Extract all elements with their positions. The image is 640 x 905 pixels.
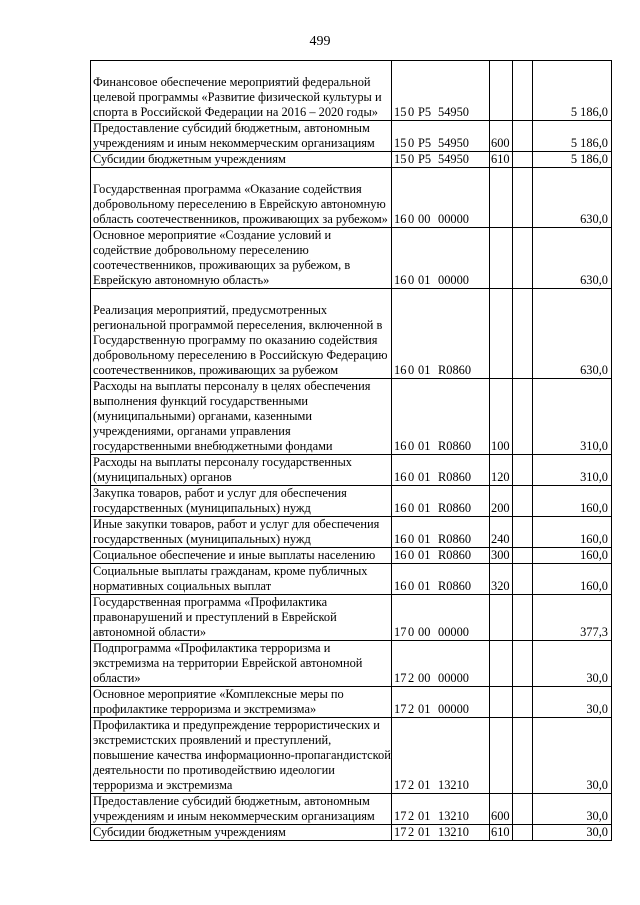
code-napr: 54950 [438,152,469,166]
code-osn: P5 [418,136,432,150]
row-expense-type [490,289,513,379]
table-row [91,379,612,455]
code-pg: 16 [394,273,407,287]
row-name: Расходы на выплаты персоналу государственных (муниципальных) органов [91,455,392,486]
row-expense-type: 100 [490,379,513,455]
page-number: 499 [309,34,331,49]
row-name: Иные закупки товаров, работ и услуг для обеспечения государственных (муниципальных) нужд [91,517,392,548]
code-napr: 00000 [438,273,469,287]
table-row [91,718,612,794]
row-expense-type [490,687,513,718]
row-name: Государственная программа «Оказание содействия добровольному переселению в Еврейскую автономную область соотечественников, проживающих за рубежом» [91,168,392,228]
code-napr: 00000 [438,212,469,226]
code-pg: 16 [394,532,407,546]
table-row [91,595,612,641]
code-pg: 16 [394,579,407,593]
code-pp: 0 [408,532,415,546]
row-amount: 5 186,0 [533,152,612,168]
code-osn: 01 [418,439,431,453]
row-amount: 160,0 [533,517,612,548]
row-empty-cell [513,687,533,718]
row-target-article [392,152,490,168]
row-target-article [392,548,490,564]
code-osn: 01 [418,501,431,515]
table-row [91,548,612,564]
table-row [91,228,612,289]
row-amount: 30,0 [533,641,612,687]
code-osn: P5 [418,105,432,119]
code-osn: 00 [418,212,431,226]
row-amount: 30,0 [533,687,612,718]
table-row [91,455,612,486]
row-expense-type [490,168,513,228]
row-name: Предоставление субсидий бюджетным, автономным учреждениям и иным некоммерческим организациям [91,121,392,152]
code-pg: 16 [394,501,407,515]
code-pp: 2 [408,671,415,685]
code-pg: 17 [394,702,407,716]
code-pp: 0 [408,152,415,166]
row-expense-type: 600 [490,121,513,152]
table-row [91,794,612,825]
table-row [91,289,612,379]
row-amount: 630,0 [533,289,612,379]
row-target-article [392,289,490,379]
code-osn: 01 [418,273,431,287]
row-empty-cell [513,825,533,841]
row-expense-type: 200 [490,486,513,517]
code-pp: 0 [408,136,415,150]
table-row [91,61,612,121]
row-empty-cell [513,121,533,152]
code-pg: 17 [394,625,407,639]
row-name: Подпрограмма «Профилактика терроризма и экстремизма на территории Еврейской автономной области» [91,641,392,687]
code-napr: R0860 [438,501,472,515]
table-row [91,687,612,718]
table-row [91,641,612,687]
code-napr: R0860 [438,579,472,593]
row-expense-type [490,718,513,794]
row-expense-type: 120 [490,455,513,486]
code-pp: 0 [408,439,415,453]
row-expense-type: 240 [490,517,513,548]
row-empty-cell [513,289,533,379]
table-row [91,486,612,517]
code-pg: 17 [394,778,407,792]
row-amount: 30,0 [533,718,612,794]
row-amount: 5 186,0 [533,61,612,121]
code-pg: 15 [394,152,407,166]
row-name: Основное мероприятие «Создание условий и содействие добровольному переселению соотечественников, проживающих за рубежом, в Еврейскую автономную область» [91,228,392,289]
code-pp: 0 [408,105,415,119]
code-pg: 17 [394,825,407,839]
code-pp: 0 [408,625,415,639]
row-name: Реализация мероприятий, предусмотренных региональной программой переселения, включенной в Государственную программу по оказанию содействия добровольному переселению в Российскую Федерацию соотечественников, проживающих за рубежом [91,289,392,379]
table-row [91,825,612,841]
row-expense-type: 600 [490,794,513,825]
row-target-article [392,455,490,486]
row-empty-cell [513,794,533,825]
row-target-article [392,121,490,152]
row-expense-type [490,61,513,121]
row-amount: 5 186,0 [533,121,612,152]
code-pg: 16 [394,363,407,377]
row-empty-cell [513,455,533,486]
row-target-article [392,595,490,641]
code-osn: 01 [418,825,431,839]
code-pp: 2 [408,702,415,716]
code-napr: R0860 [438,548,472,562]
row-name: Субсидии бюджетным учреждениям [91,152,392,168]
row-empty-cell [513,564,533,595]
code-pg: 17 [394,671,407,685]
row-empty-cell [513,718,533,794]
row-expense-type: 320 [490,564,513,595]
row-amount: 30,0 [533,825,612,841]
row-target-article [392,687,490,718]
row-amount: 160,0 [533,486,612,517]
table-row [91,517,612,548]
code-pg: 16 [394,212,407,226]
code-pg: 16 [394,439,407,453]
code-napr: 54950 [438,136,469,150]
code-pp: 0 [408,273,415,287]
row-name: Социальные выплаты гражданам, кроме публичных нормативных социальных выплат [91,564,392,595]
row-target-article [392,517,490,548]
row-empty-cell [513,379,533,455]
row-name: Финансовое обеспечение мероприятий федеральной целевой программы «Развитие физической культуры и спорта в Российской Федерации на 2016 – 2020 годы» [91,61,392,121]
row-target-article [392,486,490,517]
code-pp: 0 [408,212,415,226]
row-name: Предоставление субсидий бюджетным, автономным учреждениям и иным некоммерческим организациям [91,794,392,825]
row-empty-cell [513,595,533,641]
code-osn: 01 [418,548,431,562]
code-pp: 0 [408,470,415,484]
row-empty-cell [513,486,533,517]
code-osn: P5 [418,152,432,166]
code-pg: 17 [394,809,407,823]
budget-table-body [91,61,612,841]
table-row [91,564,612,595]
code-osn: 01 [418,532,431,546]
code-napr: R0860 [438,470,472,484]
row-target-article [392,794,490,825]
code-osn: 01 [418,809,431,823]
code-osn: 00 [418,671,431,685]
code-pg: 15 [394,105,407,119]
row-name: Государственная программа «Профилактика правонарушений и преступлений в Еврейской автономной области» [91,595,392,641]
row-amount: 160,0 [533,548,612,564]
row-empty-cell [513,152,533,168]
row-expense-type: 300 [490,548,513,564]
row-target-article [392,564,490,595]
code-napr: R0860 [438,439,472,453]
row-amount: 630,0 [533,168,612,228]
row-empty-cell [513,228,533,289]
code-napr: 00000 [438,625,469,639]
table-row [91,152,612,168]
code-pg: 15 [394,136,407,150]
code-napr: R0860 [438,363,472,377]
code-napr: R0860 [438,532,472,546]
code-pp: 0 [408,548,415,562]
code-napr: 13210 [438,825,469,839]
row-empty-cell [513,61,533,121]
row-name: Социальное обеспечение и иные выплаты населению [91,548,392,564]
row-expense-type [490,595,513,641]
code-pp: 2 [408,778,415,792]
row-name: Закупка товаров, работ и услуг для обеспечения государственных (муниципальных) нужд [91,486,392,517]
code-pp: 2 [408,809,415,823]
code-osn: 01 [418,702,431,716]
code-pg: 16 [394,470,407,484]
code-napr: 13210 [438,778,469,792]
code-osn: 01 [418,363,431,377]
row-target-article [392,228,490,289]
row-amount: 310,0 [533,455,612,486]
code-pg: 16 [394,548,407,562]
row-name: Субсидии бюджетным учреждениям [91,825,392,841]
code-osn: 01 [418,778,431,792]
row-target-article [392,718,490,794]
code-napr: 13210 [438,809,469,823]
row-target-article [392,168,490,228]
code-pp: 0 [408,501,415,515]
code-osn: 01 [418,579,431,593]
code-napr: 00000 [438,671,469,685]
code-osn: 01 [418,470,431,484]
code-pp: 0 [408,579,415,593]
row-target-article [392,61,490,121]
row-empty-cell [513,548,533,564]
row-empty-cell [513,641,533,687]
code-osn: 00 [418,625,431,639]
row-amount: 377,3 [533,595,612,641]
row-target-article [392,641,490,687]
code-napr: 54950 [438,105,469,119]
row-amount: 30,0 [533,794,612,825]
row-amount: 160,0 [533,564,612,595]
row-empty-cell [513,517,533,548]
row-expense-type: 610 [490,825,513,841]
budget-table [90,60,612,841]
code-napr: 00000 [438,702,469,716]
row-amount: 630,0 [533,228,612,289]
table-row [91,168,612,228]
row-name: Профилактика и предупреждение террористических и экстремистских проявлений и преступлений, повышение качества информационно-пропагандистской деятельности по противодействию идеологии терроризма и экстремизма [91,718,392,794]
table-row [91,121,612,152]
code-pp: 2 [408,825,415,839]
row-amount: 310,0 [533,379,612,455]
row-name: Основное мероприятие «Комплексные меры по профилактике терроризма и экстремизма» [91,687,392,718]
row-expense-type: 610 [490,152,513,168]
row-empty-cell [513,168,533,228]
row-expense-type [490,641,513,687]
row-target-article [392,825,490,841]
row-expense-type [490,228,513,289]
row-target-article [392,379,490,455]
code-pp: 0 [408,363,415,377]
row-name: Расходы на выплаты персоналу в целях обеспечения выполнения функций государственными (муниципальными) органами, казенными учреждениями, органами управления государственными внебюджетными фондами [91,379,392,455]
